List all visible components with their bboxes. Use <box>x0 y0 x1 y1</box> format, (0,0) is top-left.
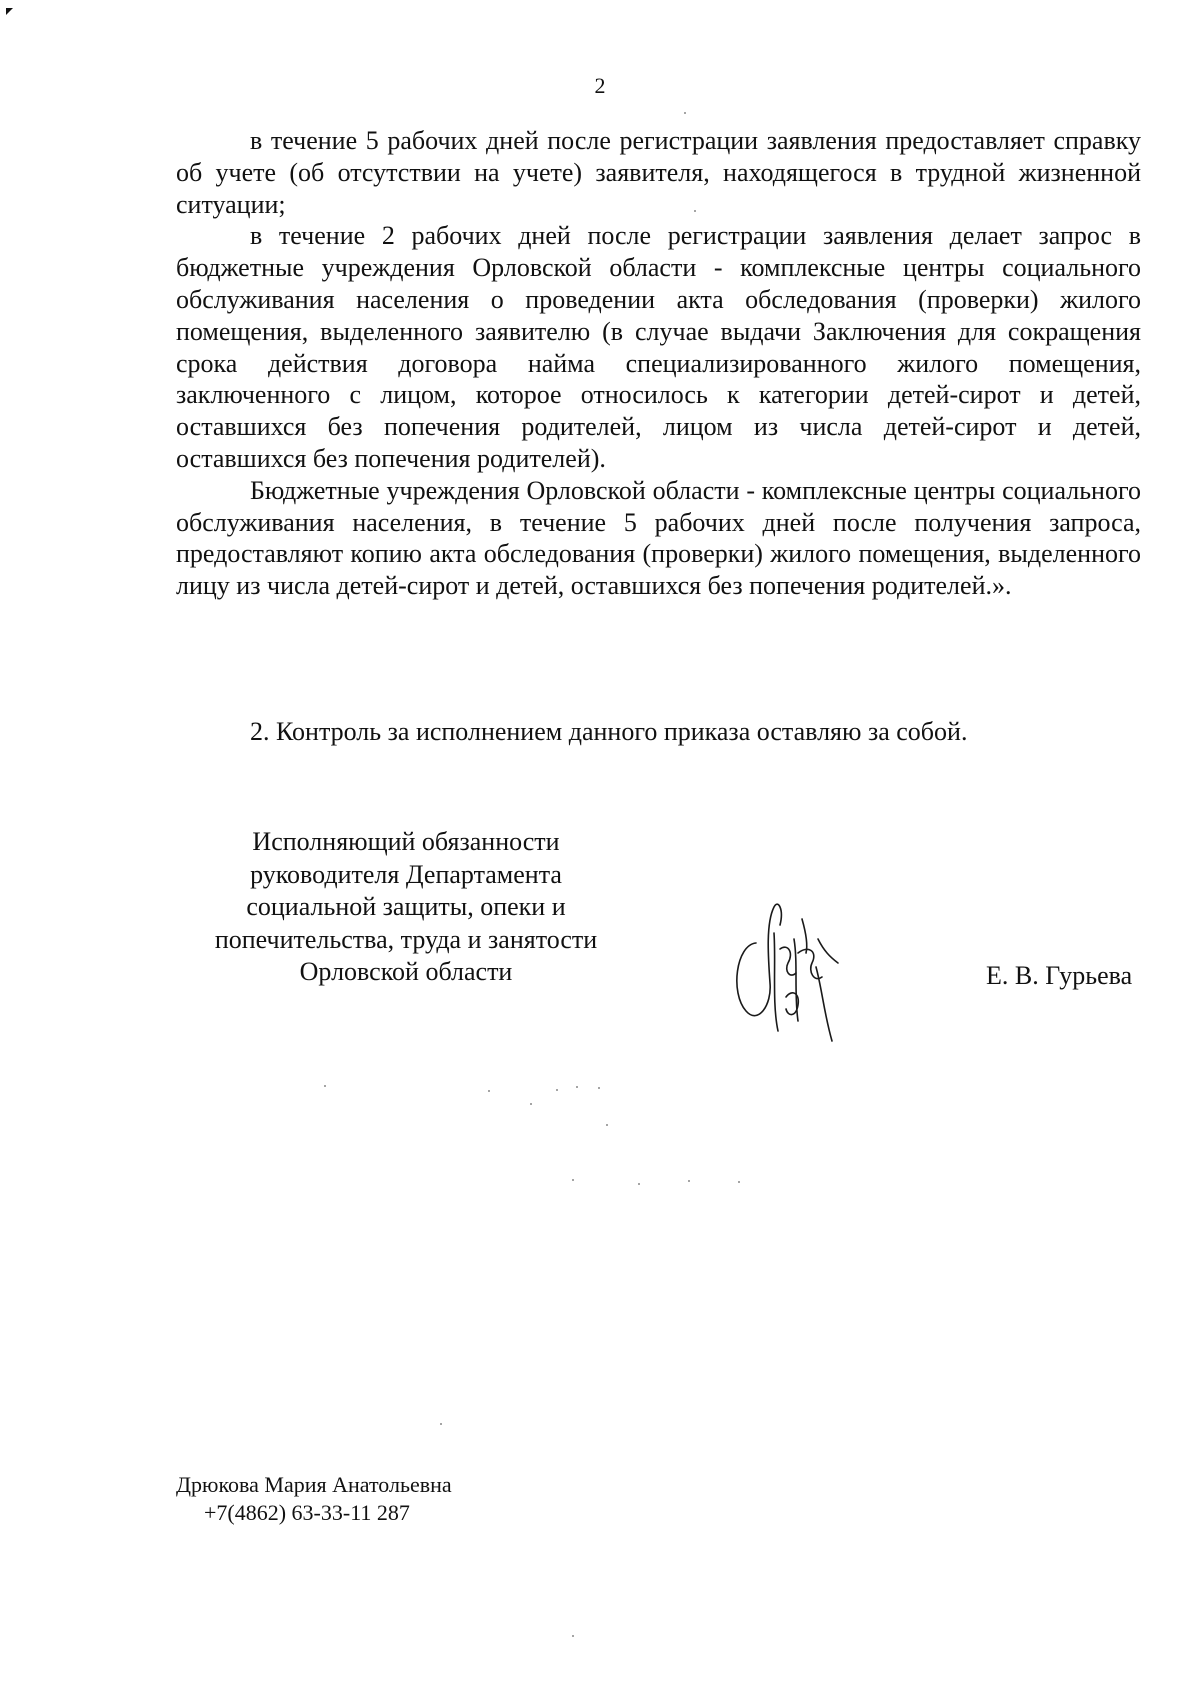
signer-title-line: социальной защиты, опеки и <box>246 892 566 921</box>
contact-phone: +7(4862) 63-33-11 287 <box>204 1500 410 1525</box>
scan-corner-mark <box>6 8 13 15</box>
body-text <box>176 125 1141 602</box>
paragraph-request: в течение 2 рабочих дней после регистрации заявления делает запрос в бюджетные учреждения Орловской области - комплексные центры социального обслуживания населения о проведении акта обследования (проверки) жилого помещения, выделенного заявителю (в случае выдачи Заключения для сокращения срока действия договора найма специализированного жилого помещения, заключенного с лицом, которое относилось к категории детей-сирот и детей, оставшихся без попечения родителей, лицом из числа детей-сирот и детей, оставшихся без попечения родителей). <box>176 221 1141 473</box>
signer-title <box>176 826 636 989</box>
paragraph-budget-institutions: Бюджетные учреждения Орловской области - комплексные центры социального обслуживания населения, в течение 5 рабочих дней после получения запроса, предоставляют копию акта обследования (проверки) жилого помещения, выделенного лицу из числа детей-сирот и детей, оставшихся без попечения родителей.». <box>176 475 1141 601</box>
signer-title-line: Орловской области <box>299 957 513 986</box>
handwritten-signature <box>728 893 858 1043</box>
contact-name: Дрюкова Мария Анатольевна <box>176 1472 452 1497</box>
signer-name: Е. В. Гурьева <box>986 961 1133 990</box>
control-clause: 2. Контроль за исполнением данного приказа оставляю за собой. <box>250 717 968 746</box>
signer-title-line: попечительства, труда и занятости <box>214 924 598 954</box>
contact-block <box>176 1471 452 1527</box>
paragraph-certificate: в течение 5 рабочих дней после регистрации заявления предоставляет справку об учете (об отсутствии на учете) заявителя, находящегося в трудной жизненной ситуации; <box>176 126 1141 219</box>
signer-title-line: руководителя Департамента <box>250 859 562 889</box>
signer-title-line: Исполняющий обязанности <box>252 827 560 856</box>
page-number: 2 <box>594 73 606 98</box>
